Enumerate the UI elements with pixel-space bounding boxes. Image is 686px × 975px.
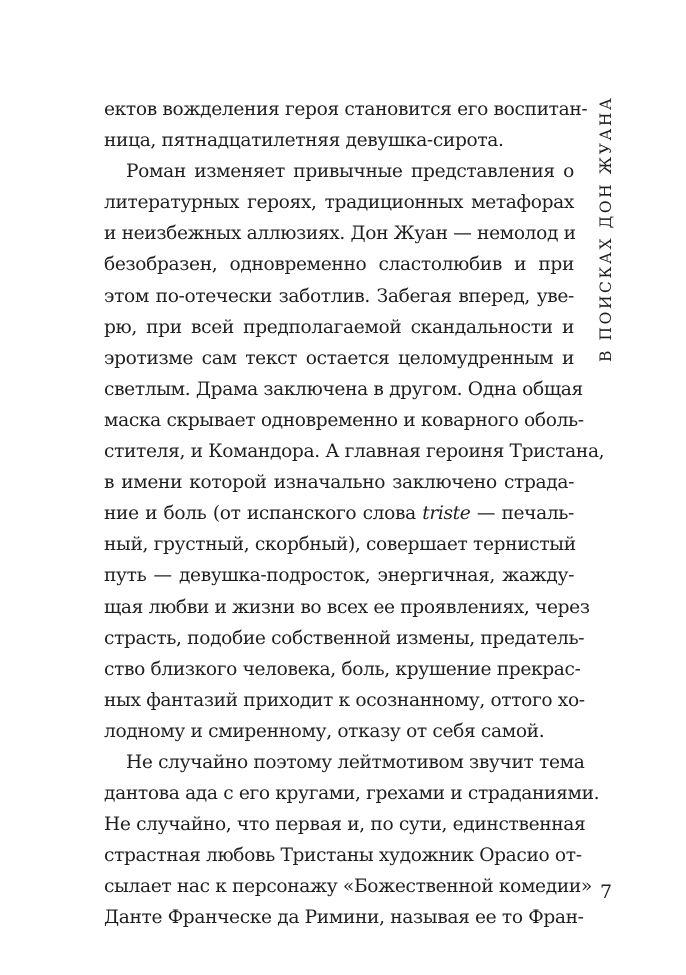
text-line: безобразен, одновременно сластолюбив и при bbox=[104, 254, 574, 276]
text-line: Данте Франческе да Римини, называя ее то Фран- bbox=[104, 907, 584, 929]
body-text bbox=[104, 94, 605, 934]
line-text-after: — печаль- bbox=[470, 503, 574, 525]
text-line: лодному и смиренному, отказу от себя самой. bbox=[104, 720, 545, 742]
text-line: Не случайно, что первая и, по сути, единственная bbox=[104, 814, 586, 836]
text-line: страстная любовь Тристаны художник Орасио от- bbox=[104, 845, 582, 867]
text-line: ный, грустный, скорбный), совершает тернистый bbox=[104, 534, 576, 556]
text-line: стителя, и Командора. А главная героиня Тристана, bbox=[104, 441, 605, 463]
text-line: светлым. Драма заключена в другом. Одна общая bbox=[104, 378, 583, 400]
text-line-with-italic bbox=[104, 498, 574, 529]
page-number: 7 bbox=[600, 881, 613, 903]
running-head: В ПОИСКАХ ДОН ЖУАНА bbox=[597, 95, 615, 362]
text-line: страсть, подобие собственной измены, предатель- bbox=[104, 627, 585, 649]
text-line: литературных героях, традиционных метафорах bbox=[104, 192, 574, 214]
text-line: ство близкого человека, боль, крушение прекрас- bbox=[104, 658, 581, 680]
text-line: ных фантазий приходит к осознанному, оттого хо- bbox=[104, 689, 585, 711]
text-line: дантова ада с его кругами, грехами и страданиями. bbox=[104, 783, 600, 805]
text-line: рю, при всей предполагаемой скандальности и bbox=[104, 316, 574, 338]
text-line: эротизме сам текст остается целомудренным и bbox=[104, 347, 574, 369]
text-line: ница, пятнадцатилетняя девушка-сирота. bbox=[104, 130, 504, 152]
text-line: щая любви и жизни во всех ее проявлениях, через bbox=[104, 596, 590, 618]
text-line: маска скрывает одновременно и коварного оболь- bbox=[104, 409, 584, 431]
text-line: Роман изменяет привычные представления о bbox=[126, 161, 574, 183]
paragraph-2 bbox=[104, 156, 605, 747]
text-line: Не случайно поэтому лейтмотивом звучит тема bbox=[126, 751, 585, 773]
paragraph-1 bbox=[104, 94, 588, 156]
text-line: и неизбежных аллюзиях. Дон Жуан — немолод и bbox=[104, 223, 576, 245]
text-line: в имени которой изначально заключено страда- bbox=[104, 472, 574, 494]
text-line: этом по-отечески заботлив. Забегая вперед, уве- bbox=[104, 285, 574, 307]
italic-word: triste bbox=[422, 503, 471, 525]
line-text-before: ние и боль (от испанского слова bbox=[104, 503, 423, 525]
text-line: сылает нас к персонажу «Божественной комедии» bbox=[104, 876, 592, 898]
paragraph-3 bbox=[104, 747, 600, 934]
text-line: ектов вожделения героя становится его воспитан- bbox=[104, 99, 588, 120]
text-line: путь — девушка-подросток, энергичная, жажду- bbox=[104, 565, 574, 587]
